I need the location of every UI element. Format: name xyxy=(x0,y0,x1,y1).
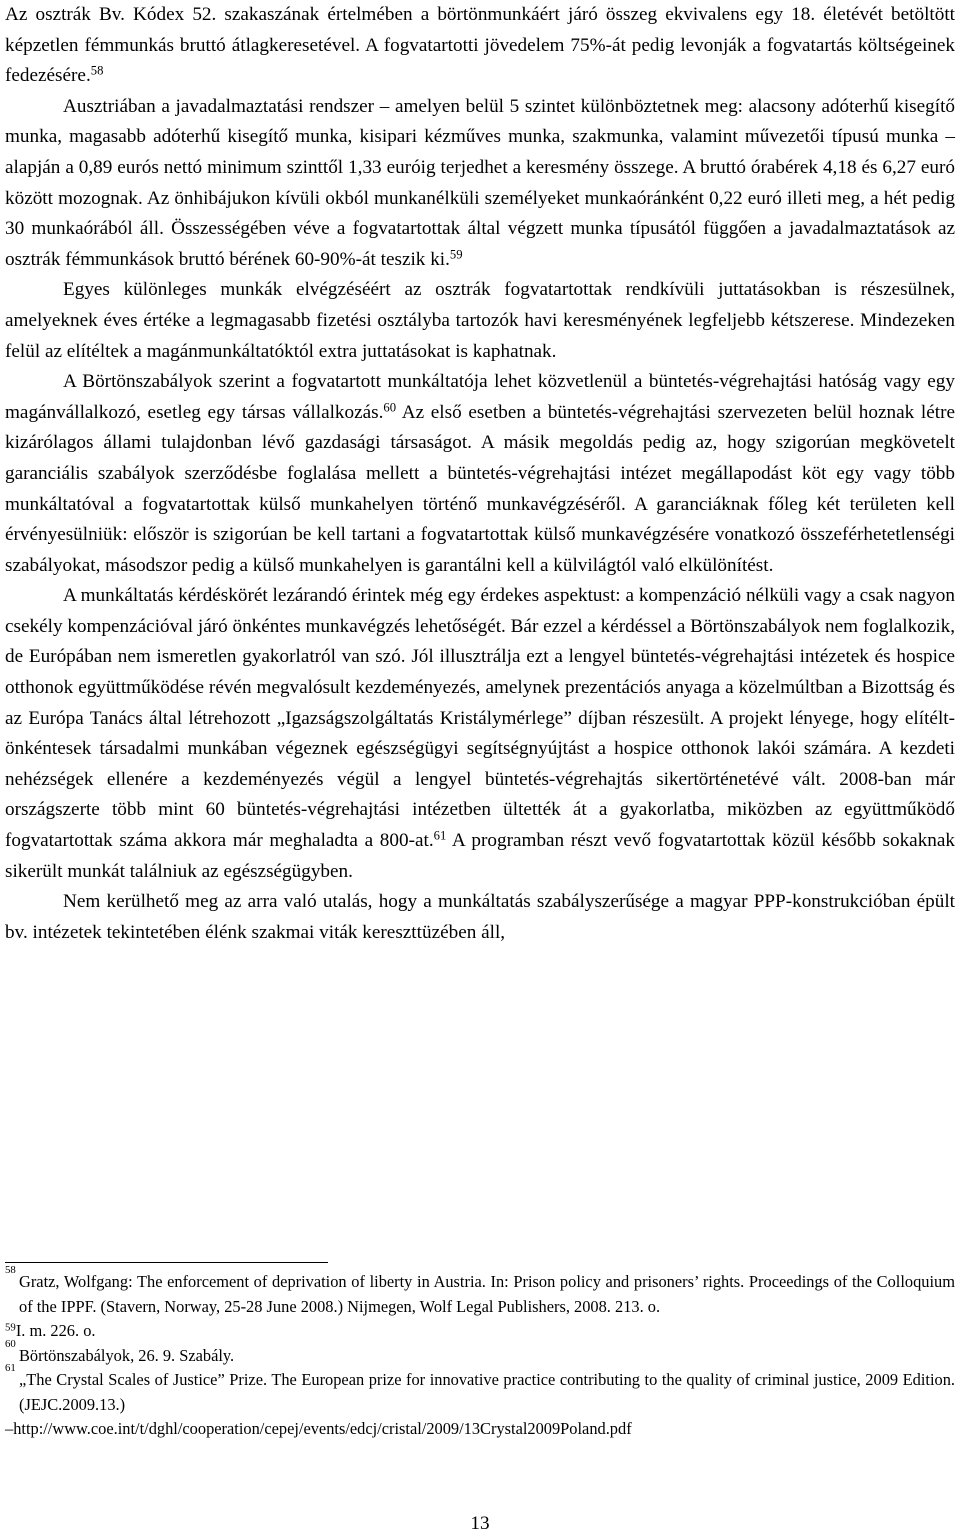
paragraph xyxy=(5,581,955,887)
footnote xyxy=(5,1319,955,1344)
paragraph-text: A Börtönszabályok szerint a fogvatartott munkáltatója lehet közvetlenül a büntetés-végrehajtási hatóság vagy egy magánvállalkozó, esetleg egy társas vállalkozás. xyxy=(5,371,955,423)
paragraph-text: A munkáltatás kérdéskörét lezárandó érintek még egy érdekes aspektust: a kompenzáció nélküli vagy a csak nagyon csekély kompenzációval járó önkéntes munkavégzés lehetőségét. Bár ezzel a kérdéssel a Börtönszabályok nem foglalkozik, de Európában nem ismeretlen gyakorlatról van szó. Jól illusztrálja ezt a lengyel büntetés-végrehajtási intézetek és hospice otthonok együttműködése révén megvalósult kezdeményezés, amelynek prezentációs anyaga a közelmúltban a Bizottság és az Európa Tanács által létrehozott „Igazságszolgáltatás Kristálymérlege” díjban részesült. A projekt lényege, hogy elítélt-önkéntesek társadalmi munkában végeznek egészségügyi segítségnyújtást a hospice otthonok lakói számára. A kezdeti nehézségek ellenére a kezdeményezés végül a lengyel büntetés-végrehajtás sikertörténetévé vált. 2008-ban már országszerte több mint 60 büntetés-végrehajtási intézetben ültették át a gyakorlatba, miközben az együttműködő fogvatartottak száma akkora már meghaladta a 800-at. xyxy=(5,585,955,852)
footnote-text: I. m. 226. o. xyxy=(15,1321,96,1340)
body-text xyxy=(5,0,955,948)
footnote: 58 Gratz, Wolfgang: The enforcement of deprivation of liberty in Austria. In: Prison policy and prisoners’ rights. Proceedings of the Colloquium of the IPPF. (Stavern, Norway, 25-28 June 2008.) Nijmegen, Wolf Legal Publishers, 2008. 213. o. xyxy=(5,1264,955,1316)
paragraph-text: Nem kerülhető meg az arra való utalás, hogy a munkáltatás szabályszerűsége a magyar PPP-konstrukcióban épült bv. intézetek tekintetében élénk szakmai viták kereszttüzében áll, xyxy=(5,891,955,943)
footnote-reference: 60 xyxy=(383,400,397,415)
footnote-text: Gratz, Wolfgang: The enforcement of deprivation of liberty in Austria. In: Prison policy and prisoners’ rights. Proceedings of the Colloquium of the IPPF. (Stavern, Norway, 25-28 June 2008.) Nijmegen, Wolf Legal Publishers, 2008. 213. o. xyxy=(19,1272,955,1316)
paragraph xyxy=(5,367,955,581)
footnote: 61 „The Crystal Scales of Justice” Prize. The European prize for innovative practice contributing to the quality of criminal justice, 2009 Edition. (JEJC.2009.13.) –http://www.coe.int/t/dghl/cooperation/cepej/events/edcj/cristal/2009/13Crystal2009Poland.pdf xyxy=(5,1368,955,1442)
footnote-text: „The Crystal Scales of Justice” Prize. The European prize for innovative practice contributing to the quality of criminal justice, 2009 Edition. (JEJC.2009.13.) xyxy=(19,1370,955,1414)
paragraph-text: Ausztriában a javadalmaztatási rendszer – amelyen belül 5 szintet különböztetnek meg: alacsony adóterhű kisegítő munka, magasabb adóterhű kisegítő munka, kisipari kézműves munka, szakmunka, valamint művezetői típusú munka – alapján a 0,89 eurós nettó minimum szinttől 1,33 euróig terjedhet a keresmény összege. A bruttó órabérek 4,18 és 6,27 euró között mozognak. Az önhibájukon kívüli okból munkanélküli személyeket munkaóránként 0,22 euró illeti meg, a hét pedig 30 munkaórából áll. Összességében véve a fogvatartottak által végzett munka típusától függően a javadalmaztatások az osztrák fémmunkások bruttó bérének 60-90%-át teszik ki. xyxy=(5,95,955,270)
paragraph-text: Az első esetben a büntetés-végrehajtási szervezeten belül hoznak létre kizárólagos állami tulajdonban lévő gazdasági társaságot. A másik megoldás pedig az, hogy szigorúan megkövetelt garanciális szabályok szerződésbe foglalása mellett a büntetés-végrehajtási intézet megállapodást köt egy vagy több munkáltatóval a fogvatartottak külső munkahelyen történő munkavégzéséről. A garanciáknak főleg két területen kell érvényesülniük: először is szigorúan be kell tartani a fogvatartottak külső munkavégzésére vonatkozó összeférhetetlenségi szabályokat, másodszor pedig a külső munkahelyen is garantálni kell a külvilágtól való elkülönítést. xyxy=(5,401,955,576)
paragraph xyxy=(5,92,955,276)
paragraph-text: Az osztrák Bv. Kódex 52. szakaszának értelmében a börtönmunkáért járó összeg ekvivalens egy 18. életévét betöltött képzetlen fémmunkás bruttó átlagkeresetével. A fogvatartotti jövedelem 75%-át pedig levonják a fogvatartás költségeinek fedezésére. xyxy=(5,4,955,87)
paragraph-text: A programban részt vevő fogvatartottak közül később sokaknak sikerült munkát találniuk az egészségügyben. xyxy=(5,830,955,882)
footnote-reference: 58 xyxy=(90,63,104,78)
footnote-separator xyxy=(5,1262,328,1263)
footnote-text: Börtönszabályok, 26. 9. Szabály. xyxy=(19,1345,235,1365)
footnote: 60 Börtönszabályok, 26. 9. Szabály. xyxy=(5,1337,235,1365)
paragraph xyxy=(5,275,955,367)
footnote-number: 59 xyxy=(5,1321,16,1334)
footnote-url: –http://www.coe.int/t/dghl/cooperation/cepej/events/edcj/cristal/2009/13Crystal2009Poland.pdf xyxy=(5,1419,632,1438)
paragraph xyxy=(5,0,955,92)
paragraph-text: Egyes különleges munkák elvégzéséért az osztrák fogvatartottak rendkívüli juttatásokban is részesülnek, amelyeknek éves értéke a legmagasabb fizetési osztályba tartozók havi keresményének legfeljebb kétszerese. Mindezeken felül az elítéltek a magánmunkáltatóktól extra juttatásokat is kaphatnak. xyxy=(5,279,955,362)
page-number: 13 xyxy=(470,1513,490,1534)
footnotes xyxy=(5,1264,955,1442)
footnote-reference: 59 xyxy=(449,247,463,262)
paragraph xyxy=(5,887,955,948)
footnote-reference: 61 xyxy=(433,828,447,843)
